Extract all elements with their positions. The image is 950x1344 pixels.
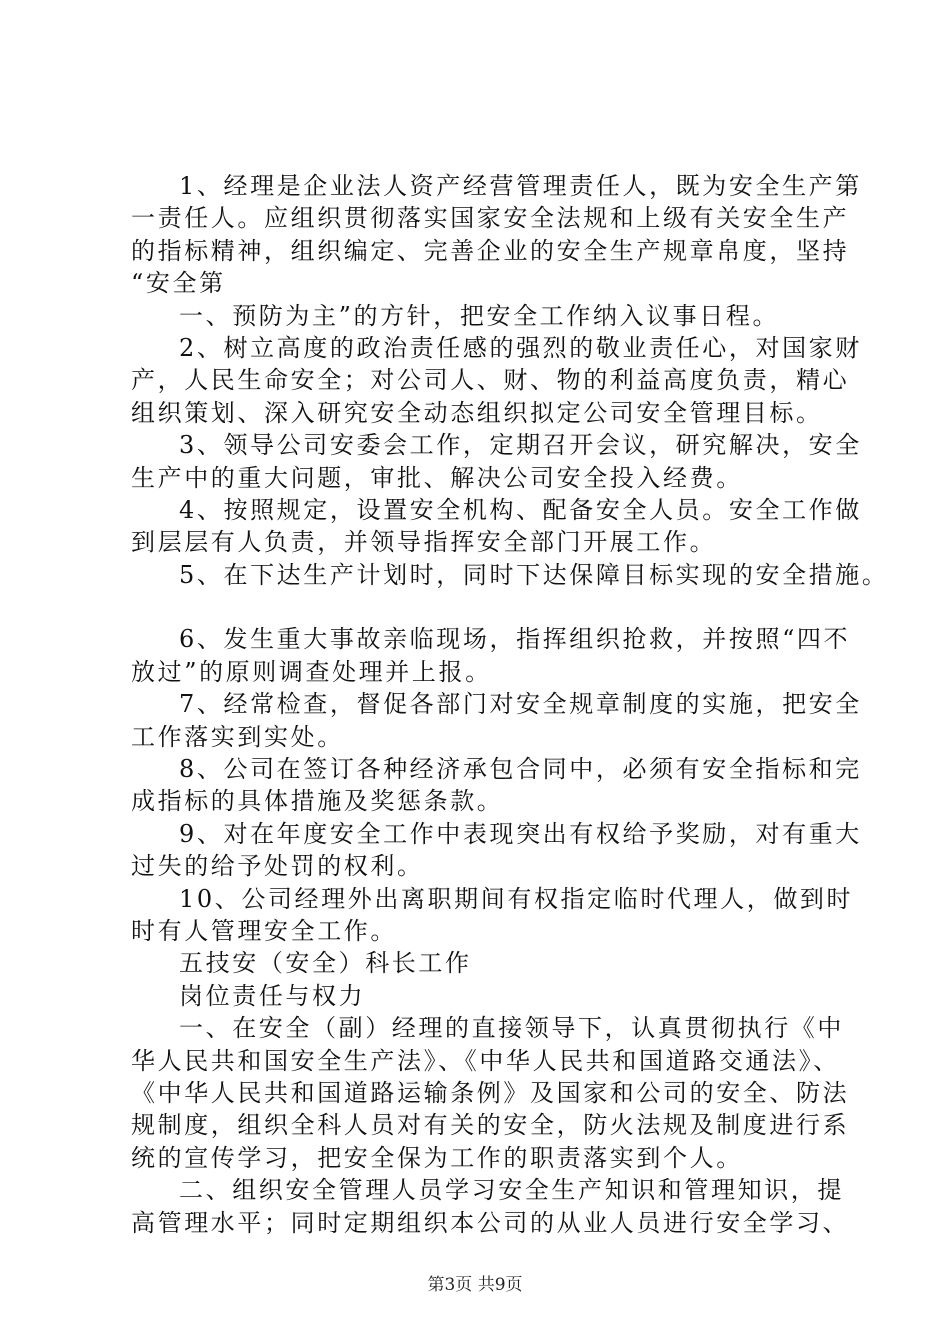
text-line: 产，人民生命安全；对公司人、财、物的利益高度负责，精心 bbox=[131, 366, 850, 395]
text-line: 组织策划、深入研究安全动态组织拟定公司安全管理目标。 bbox=[131, 398, 823, 427]
text-line: 二、组织安全管理人员学习安全生产知识和管理知识，提 bbox=[179, 1176, 844, 1205]
text-line: 过失的给予处罚的权利。 bbox=[131, 852, 424, 881]
text-line: 9、对在年度安全工作中表现突出有权给予奖励，对有重大 bbox=[179, 819, 862, 848]
text-line: 3、领导公司安委会工作，定期召开会议，研究解决，安全 bbox=[179, 431, 862, 460]
text-line: 8、公司在签订各种经济承包合同中，必须有安全指标和完 bbox=[179, 755, 862, 784]
text-line: 放过”的原则调查处理并上报。 bbox=[131, 657, 492, 686]
text-line: 岗位责任与权力 bbox=[179, 981, 366, 1010]
text-line: 的指标精神，组织编定、完善企业的安全生产规章帛度，坚持 bbox=[131, 236, 850, 265]
document-body bbox=[131, 170, 889, 1239]
text-line: 统的宣传学习，把安全保为工作的职责落实到个人。 bbox=[131, 1143, 743, 1172]
text-line: 一、预防为主”的方针，把安全工作纳入议事日程。 bbox=[179, 301, 780, 330]
text-line: 5、在下达生产计划时，同时下达保障目标实现的安全措施。 bbox=[179, 560, 889, 589]
text-line: 10、公司经理外出离职期间有权指定临时代理人，做到时 bbox=[179, 884, 854, 913]
text-line: 成指标的具体措施及奖惩条款。 bbox=[131, 787, 504, 816]
text-line: 工作落实到实处。 bbox=[131, 722, 344, 751]
text-line: 华人民共和国安全生产法》、《中华人民共和国道路交通法》、 bbox=[131, 1046, 840, 1075]
text-line: 规制度，组织全科人员对有关的安全，防火法规及制度进行系 bbox=[131, 1111, 850, 1140]
text-line: 1、经理是企业法人资产经营管理责任人，既为安全生产第 bbox=[179, 172, 862, 200]
text-line: 2、树立高度的政治责任感的强烈的敬业责任心，对国家财 bbox=[179, 333, 862, 362]
text-line: “安全第 bbox=[131, 269, 226, 298]
text-line: 五技安（安全）科长工作 bbox=[179, 949, 472, 978]
text-line: 一、在安全（副）经理的直接领导下，认真贯彻执行《中 bbox=[179, 1014, 844, 1043]
text-line: 到层层有人负责，并领导指挥安全部门开展工作。 bbox=[131, 528, 717, 557]
page-footer: 第3页 共9页 bbox=[427, 1275, 523, 1295]
blank-line bbox=[131, 591, 836, 623]
text-line: 生产中的重大问题，审批、解决公司安全投入经费。 bbox=[131, 463, 743, 492]
text-line: 7、经常检查，督促各部门对安全规章制度的实施，把安全 bbox=[179, 690, 862, 719]
text-line: 高管理水平；同时定期组织本公司的从业人员进行安全学习、 bbox=[131, 1208, 850, 1237]
text-line: 《中华人民共和国道路运输条例》及国家和公司的安全、防法 bbox=[131, 1078, 850, 1107]
text-line: 一责任人。应组织贯彻落实国家安全法规和上级有关安全生产 bbox=[131, 204, 850, 233]
text-line: 时有人管理安全工作。 bbox=[131, 916, 397, 945]
text-line: 6、发生重大事故亲临现场，指挥组织抢救，并按照“四不 bbox=[179, 625, 851, 654]
text-line: 4、按照规定，设置安全机构、配备安全人员。安全工作做 bbox=[179, 495, 862, 524]
